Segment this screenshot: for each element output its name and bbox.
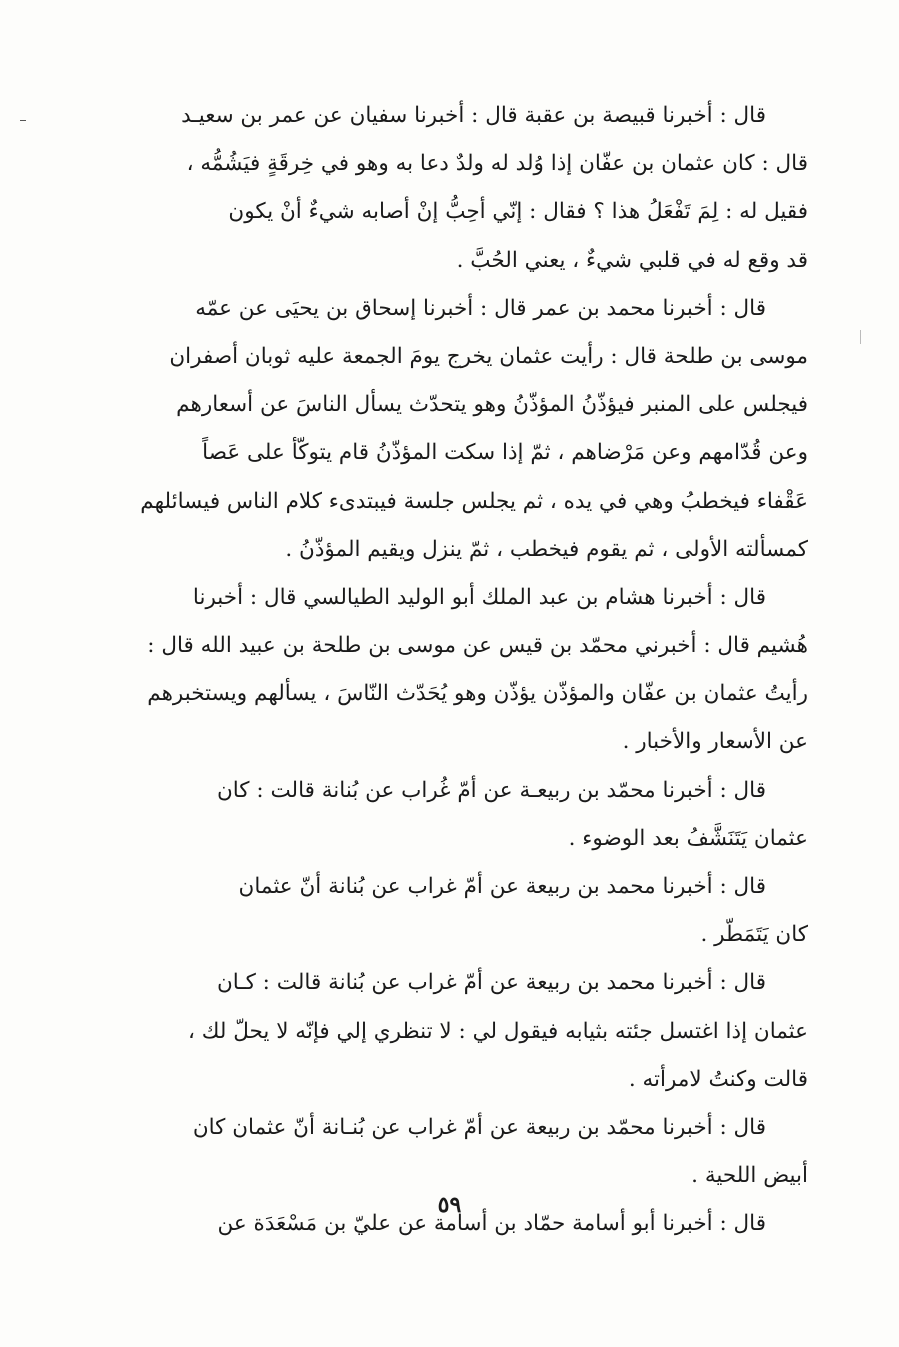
text-line: قال : كان عثمان بن عفّان إذا وُلد له ولدٌ دعا به وهو في خِرقَةٍ فيَشُمُّه ،: [186, 151, 808, 177]
text-line: رأيتُ عثمان بن عفّان والمؤذّن يؤذّن وهو يُحَدّث النّاسَ ، يسألهم ويستخبرهم: [147, 681, 808, 707]
page-number: ٥٩: [437, 1192, 462, 1218]
text-line: وعن قُدّامهم وعن مَرْضاهم ، ثمّ إذا سكت المؤذّنُ قام يتوكّأ على عَصاً: [202, 440, 808, 466]
text-line: موسى بن طلحة قال : رأيت عثمان يخرج يومَ الجمعة عليه ثوبان أصفران: [169, 343, 808, 369]
text-line: قال : أخبرنا أبو أسامة حمّاد بن أسامة عن عليّ بن مَسْعَدَة عن: [217, 1211, 766, 1237]
text-line: قال : أخبرنا محمد بن ربيعة عن أمّ غراب عن بُنانة أنّ عثمان: [238, 874, 766, 899]
text-line: فقيل له : لِمَ تَفْعَلُ هذا ؟ فقال : إنّي أحِبُّ إنْ أصابه شيءٌ أنْ يكون: [228, 199, 808, 225]
scan-speck: [860, 330, 861, 344]
text-line: عن الأسعار والأخبار .: [622, 729, 808, 755]
text-line: أبيض اللحية .: [691, 1163, 808, 1189]
text-line: فيجلس على المنبر فيؤذّنُ المؤذّنُ وهو يتحدّث يسأل الناسَ عن أسعارهم: [176, 392, 808, 418]
text-line: قال : أخبرنا هشام بن عبد الملك أبو الوليد الطيالسي قال : أخبرنا: [192, 584, 766, 610]
text-line: قال : أخبرنا قبيصة بن عقبة قال : أخبرنا سفيان عن عمر بن سعيـد: [181, 103, 766, 128]
text-line: هُشيم قال : أخبرني محمّد بن قيس عن موسى بن طلحة بن عبيد الله قال :: [147, 633, 808, 659]
body-text: [78, 92, 808, 1249]
scan-speck: [20, 120, 26, 121]
text-line: قال : أخبرنا محمد بن عمر قال : أخبرنا إسحاق بن يحيَى عن عمّه: [195, 295, 766, 321]
text-line: عثمان إذا اغتسل جئته بثيابه فيقول لي : لا تنظري إلي فإنّه لا يحلّ لك ،: [187, 1018, 808, 1044]
text-line: عَقْفاء فيخطبُ وهي في يده ، ثم يجلس جلسة فيبتدىء كلام الناس فيسائلهم: [140, 488, 808, 514]
text-line: قد وقع له في قلبي شيءٌ ، يعني الحُبَّ .: [456, 247, 808, 273]
text-line: قالت وكنتُ لامرأته .: [628, 1066, 808, 1092]
text-line: كمسألته الأولى ، ثم يقوم فيخطب ، ثمّ ينزل ويقيم المؤذّنُ .: [285, 536, 808, 562]
text-line: قال : أخبرنا محمّد بن ربيعة عن أمّ غراب عن بُنـانة أنّ عثمان كان: [192, 1114, 766, 1140]
text-line: كان يَتَمَطّر .: [700, 922, 808, 948]
text-line: قال : أخبرنا محمد بن ربيعة عن أمّ غراب عن بُنانة قالت : كـان: [216, 970, 766, 996]
text-line: عثمان يَتَنَشَّفُ بعد الوضوء .: [568, 825, 808, 851]
text-line: قال : أخبرنا محمّد بن ربيعـة عن أمّ غُراب عن بُنانة قالت : كان: [216, 777, 766, 803]
